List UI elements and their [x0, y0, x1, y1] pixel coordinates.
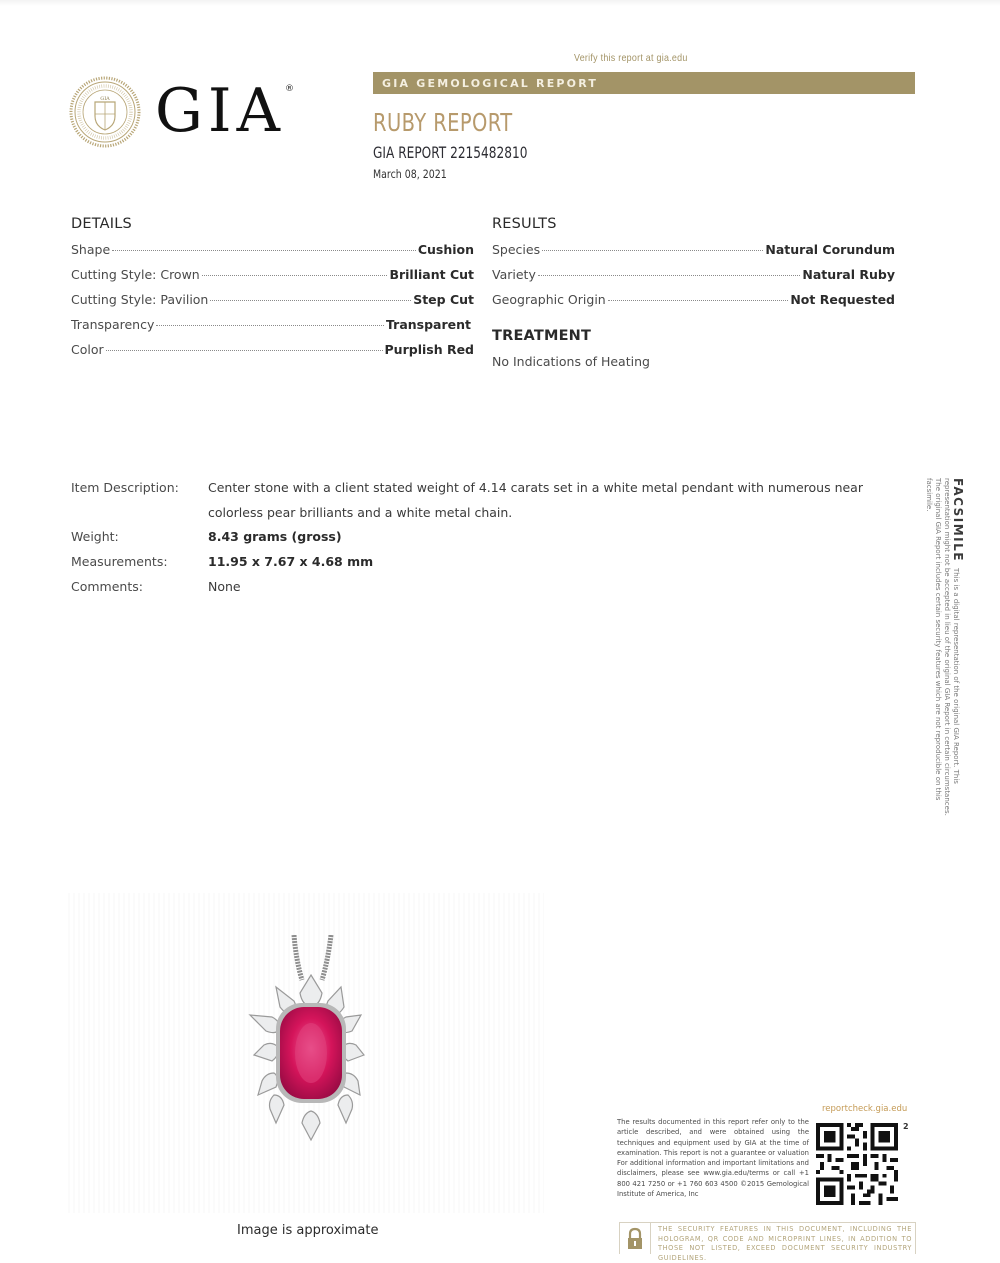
reportcheck-link[interactable]: reportcheck.gia.edu	[822, 1104, 908, 1114]
results-label: Species	[492, 242, 541, 257]
details-label: Shape	[71, 242, 111, 257]
weight-label: Weight:	[71, 529, 119, 544]
facsimile-text: This is a digital representation of the original GIA Report. This representation might not be accepted in lieu of the original GIA Report in certain circumstances. The original GIA Report includes certain security features which are not reproducible on this facsimile.	[925, 478, 960, 816]
details-row-pavilion	[71, 292, 474, 312]
details-row-transparency	[71, 317, 471, 337]
details-value: Purplish Red	[384, 342, 474, 357]
details-value: Step Cut	[413, 292, 474, 307]
results-row-species	[492, 242, 895, 262]
details-label: Cutting Style: Pavilion	[71, 292, 209, 307]
comments-value: None	[208, 579, 241, 594]
leader-dots	[202, 275, 388, 276]
gia-logo	[69, 76, 299, 148]
details-value: Brilliant Cut	[389, 267, 474, 282]
ruby-pendant-image	[236, 935, 386, 1150]
results-heading: RESULTS	[492, 216, 557, 232]
comments-label: Comments:	[71, 579, 143, 594]
disclaimer-text: The results documented in this report refer only to the article described, and were obtained using the techniques and equipment used by GIA at the time of examination. This report is not a guarantee or valuation For additional information and important limitations and disclaimers, please see www.gia.edu/terms or call +1 800 421 7250 or +1 760 603 4500 ©2015 Gemological Institute of America, Inc	[617, 1118, 809, 1199]
leader-dots	[156, 325, 384, 326]
report-date: March 08, 2021	[373, 167, 447, 181]
svg-text:GIA: GIA	[100, 96, 110, 102]
details-value: Cushion	[417, 242, 474, 257]
leader-dots	[210, 300, 411, 301]
measurements-value: 11.95 x 7.67 x 4.68 mm	[208, 554, 374, 569]
results-row-variety	[492, 267, 895, 287]
details-value: Transparent	[386, 317, 471, 332]
qr-code[interactable]	[816, 1120, 898, 1208]
item-description-label: Item Description:	[71, 480, 179, 495]
results-label: Geographic Origin	[492, 292, 606, 307]
results-value: Not Requested	[790, 292, 895, 307]
image-caption: Image is approximate	[237, 1223, 379, 1238]
treatment-value: No Indications of Heating	[492, 354, 650, 369]
details-label: Color	[71, 342, 104, 357]
leader-dots	[608, 300, 789, 301]
leader-dots	[538, 275, 801, 276]
results-row-origin	[492, 292, 895, 312]
details-label: Transparency	[71, 317, 155, 332]
band-label: GIA GEMOLOGICAL REPORT	[382, 77, 599, 90]
report-band	[373, 72, 915, 94]
leader-dots	[106, 350, 383, 351]
page-top-shade	[0, 0, 1000, 6]
item-description-value: Center stone with a client stated weight of 4.14 carats set in a white metal pendant with numerous near colorless pear brilliants and a white metal chain.	[208, 480, 863, 520]
results-value: Natural Corundum	[765, 242, 895, 257]
registered-mark: ®	[285, 84, 294, 94]
measurements-label: Measurements:	[71, 554, 168, 569]
results-value: Natural Ruby	[802, 267, 895, 282]
treatment-heading: TREATMENT	[492, 328, 592, 344]
results-label: Variety	[492, 267, 536, 282]
verify-link[interactable]: Verify this report at gia.edu	[574, 52, 688, 64]
details-row-crown	[71, 267, 474, 287]
weight-value: 8.43 grams (gross)	[208, 529, 342, 544]
lock-icon	[620, 1223, 651, 1254]
details-row-color	[71, 342, 474, 362]
details-row-shape	[71, 242, 474, 262]
qr-page-number: 2	[903, 1122, 909, 1131]
gia-wordmark: GIA	[155, 76, 285, 146]
details-label: Cutting Style: Crown	[71, 267, 200, 282]
facsimile-notice	[922, 478, 965, 828]
facsimile-title: FACSIMILE	[951, 478, 965, 562]
report-title: RUBY REPORT	[373, 108, 513, 137]
leader-dots	[112, 250, 416, 251]
leader-dots	[542, 250, 763, 251]
security-text: THE SECURITY FEATURES IN THIS DOCUMENT, INCLUDING THE HOLOGRAM, QR CODE AND MICROPRINT LINES, IN ADDITION TO THOSE NOT LISTED, EXCEED DOCUMENT SECURITY INDUSTRY GUIDELINES.	[658, 1225, 912, 1262]
gia-seal-icon	[69, 76, 141, 148]
report-number: GIA REPORT 2215482810	[373, 143, 528, 162]
security-notice	[619, 1222, 916, 1262]
details-heading: DETAILS	[71, 216, 132, 232]
